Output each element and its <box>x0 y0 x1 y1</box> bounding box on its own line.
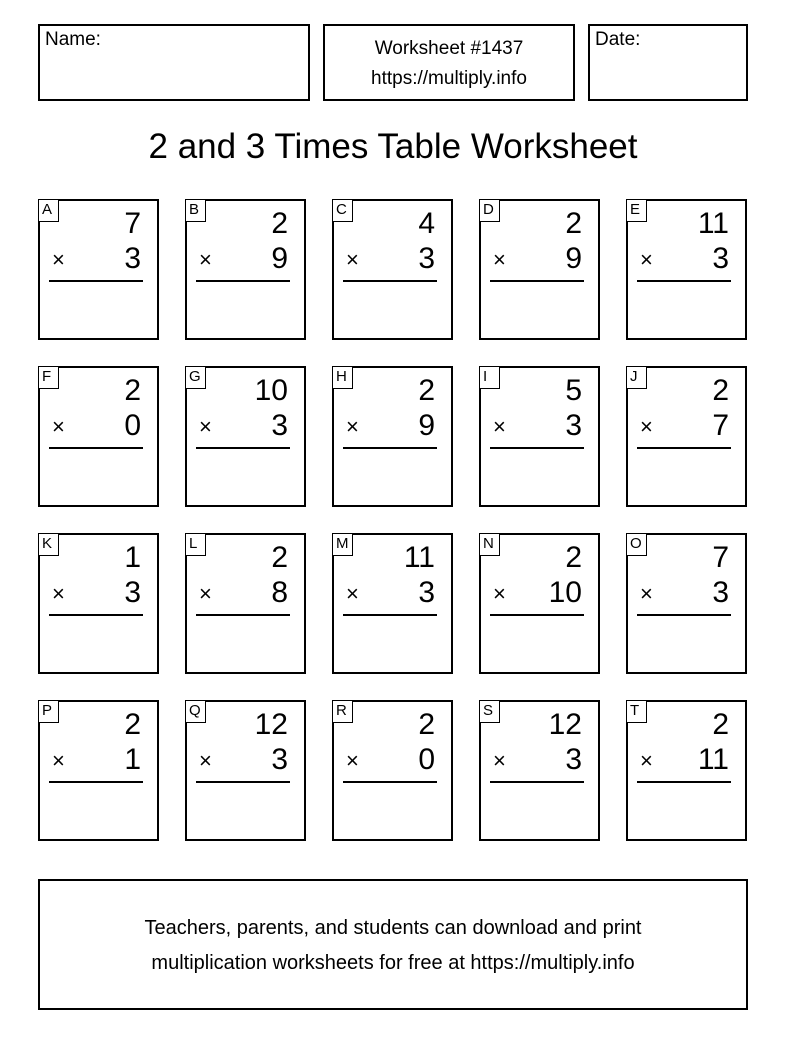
problem-t[interactable] <box>626 700 747 841</box>
problem-letter: S <box>479 700 500 723</box>
multiplier: 1 <box>124 743 141 776</box>
problem-g[interactable] <box>185 366 306 507</box>
problem-letter: Q <box>185 700 206 723</box>
times-sign: × <box>640 748 653 773</box>
answer-line <box>49 614 143 616</box>
problem-letter: F <box>38 366 59 389</box>
times-sign: × <box>199 581 212 606</box>
problem-m[interactable] <box>332 533 453 674</box>
times-sign: × <box>52 748 65 773</box>
multiplicand: 11 <box>403 541 435 574</box>
footer-line-1: Teachers, parents, and students can download and print <box>144 917 642 939</box>
times-sign: × <box>640 414 653 439</box>
multiplier: 3 <box>418 242 435 275</box>
times-sign: × <box>493 247 506 272</box>
times-sign: × <box>199 748 212 773</box>
answer-line <box>49 280 143 282</box>
multiplicand: 2 <box>271 541 288 574</box>
multiplier: 9 <box>565 242 582 275</box>
multiplier: 3 <box>124 576 141 609</box>
problem-o[interactable] <box>626 533 747 674</box>
footer-note <box>38 879 748 1010</box>
page-title: 2 and 3 Times Table Worksheet <box>148 127 638 166</box>
answer-line <box>637 614 731 616</box>
multiplicand: 4 <box>418 207 435 240</box>
times-sign: × <box>346 748 359 773</box>
answer-line <box>196 280 290 282</box>
multiplicand: 2 <box>271 207 288 240</box>
multiplier: 3 <box>712 576 729 609</box>
problem-letter: E <box>626 199 647 222</box>
answer-line <box>490 447 584 449</box>
answer-line <box>343 614 437 616</box>
answer-line <box>637 781 731 783</box>
times-sign: × <box>52 414 65 439</box>
times-sign: × <box>346 581 359 606</box>
problem-c[interactable] <box>332 199 453 340</box>
problem-k[interactable] <box>38 533 159 674</box>
answer-line <box>490 781 584 783</box>
answer-line <box>49 781 143 783</box>
multiplicand: 2 <box>712 374 729 407</box>
multiplicand: 7 <box>712 541 729 574</box>
problem-q[interactable] <box>185 700 306 841</box>
multiplicand: 5 <box>565 374 582 407</box>
problem-letter: G <box>185 366 206 389</box>
footer-line-2: multiplication worksheets for free at https://multiply.info <box>151 952 635 974</box>
times-sign: × <box>346 247 359 272</box>
problem-j[interactable] <box>626 366 747 507</box>
problem-letter: N <box>479 533 500 556</box>
name-label: Name: <box>45 29 101 50</box>
answer-line <box>343 280 437 282</box>
multiplier: 11 <box>697 743 729 776</box>
multiplier: 10 <box>548 576 582 609</box>
problem-n[interactable] <box>479 533 600 674</box>
multiplier: 3 <box>271 743 288 776</box>
problem-letter: D <box>479 199 500 222</box>
times-sign: × <box>493 748 506 773</box>
answer-line <box>196 447 290 449</box>
times-sign: × <box>493 581 506 606</box>
multiplicand: 12 <box>548 708 582 741</box>
problem-letter: O <box>626 533 647 556</box>
problem-l[interactable] <box>185 533 306 674</box>
multiplier: 3 <box>418 576 435 609</box>
answer-line <box>490 614 584 616</box>
answer-line <box>196 781 290 783</box>
worksheet-number: Worksheet #1437 <box>374 38 524 59</box>
multiplier: 3 <box>124 242 141 275</box>
multiplicand: 2 <box>712 708 729 741</box>
multiplier: 3 <box>565 409 582 442</box>
answer-line <box>490 280 584 282</box>
multiplicand: 11 <box>697 207 729 240</box>
times-sign: × <box>199 247 212 272</box>
answer-line <box>196 614 290 616</box>
problem-h[interactable] <box>332 366 453 507</box>
date-label: Date: <box>595 29 641 50</box>
multiplicand: 2 <box>124 708 141 741</box>
answer-line <box>637 447 731 449</box>
multiplicand: 2 <box>418 708 435 741</box>
multiplier: 3 <box>565 743 582 776</box>
problem-letter: B <box>185 199 206 222</box>
website-link[interactable]: https://multiply.info <box>371 68 527 89</box>
multiplicand: 2 <box>565 541 582 574</box>
times-sign: × <box>199 414 212 439</box>
problem-e[interactable] <box>626 199 747 340</box>
multiplier: 9 <box>418 409 435 442</box>
problem-letter: C <box>332 199 353 222</box>
answer-line <box>343 781 437 783</box>
problem-d[interactable] <box>479 199 600 340</box>
answer-line <box>49 447 143 449</box>
multiplicand: 7 <box>124 207 141 240</box>
times-sign: × <box>52 247 65 272</box>
multiplicand: 2 <box>565 207 582 240</box>
problem-p[interactable] <box>38 700 159 841</box>
problem-letter: P <box>38 700 59 723</box>
times-sign: × <box>640 581 653 606</box>
times-sign: × <box>493 414 506 439</box>
problem-s[interactable] <box>479 700 600 841</box>
problem-letter: R <box>332 700 353 723</box>
problem-letter: T <box>626 700 647 723</box>
problem-letter: L <box>185 533 206 556</box>
problem-letter: H <box>332 366 353 389</box>
problem-letter: M <box>332 533 353 556</box>
multiplier: 3 <box>271 409 288 442</box>
multiplier: 7 <box>712 409 729 442</box>
multiplier: 3 <box>712 242 729 275</box>
multiplicand: 2 <box>418 374 435 407</box>
problem-a[interactable] <box>38 199 159 340</box>
multiplicand: 10 <box>254 374 288 407</box>
multiplier: 9 <box>271 242 288 275</box>
problem-r[interactable] <box>332 700 453 841</box>
multiplier: 8 <box>271 576 288 609</box>
times-sign: × <box>52 581 65 606</box>
times-sign: × <box>640 247 653 272</box>
answer-line <box>637 280 731 282</box>
problem-letter: K <box>38 533 59 556</box>
multiplicand: 2 <box>124 374 141 407</box>
problem-letter: A <box>38 199 59 222</box>
problem-letter: J <box>626 366 647 389</box>
problem-i[interactable] <box>479 366 600 507</box>
multiplicand: 1 <box>124 541 141 574</box>
problem-f[interactable] <box>38 366 159 507</box>
multiplicand: 12 <box>254 708 288 741</box>
multiplier: 0 <box>124 409 141 442</box>
problem-b[interactable] <box>185 199 306 340</box>
problem-letter: I <box>479 366 500 389</box>
times-sign: × <box>346 414 359 439</box>
answer-line <box>343 447 437 449</box>
multiplier: 0 <box>418 743 435 776</box>
